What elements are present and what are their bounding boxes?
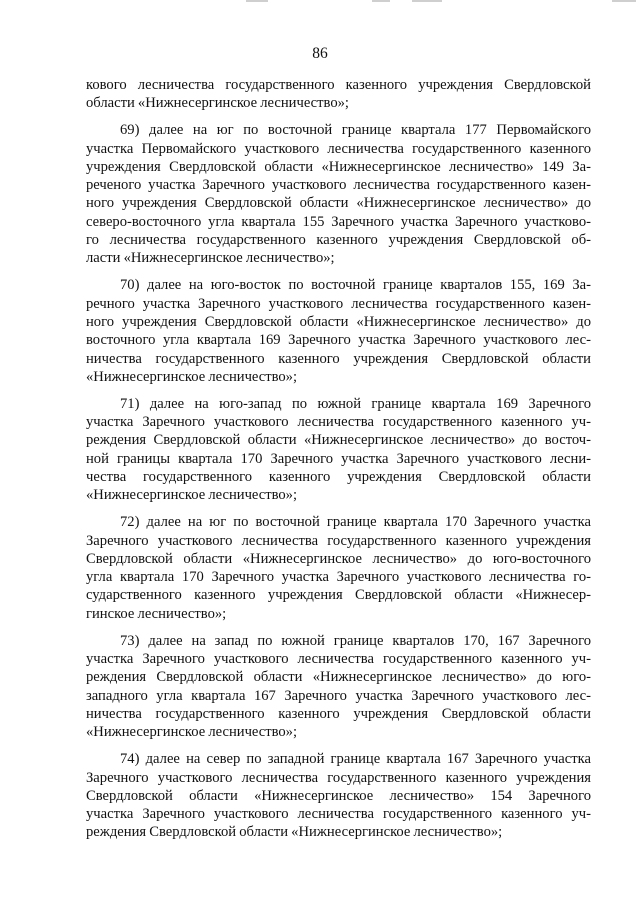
text-line: Свердловской области «Нижнесергинское лесничество» до юго-восточного [86,550,591,567]
paragraph [86,750,591,841]
text-line: участка Заречного участкового лесничества государственного казенного уч- [86,651,591,668]
text-line: «Нижнесергинское лесничество»; [86,487,298,504]
text-line: области «Нижнесергинское лесничество»; [86,95,349,112]
text-line: участка Первомайского участкового лесничества государственного казенного [86,140,591,157]
text-line: реждения Свердловской области «Нижнесергинское лесничество»; [86,824,503,841]
text-line: учреждения Свердловской области «Нижнесергинское лесничество» 149 За- [86,158,591,175]
text-line: Свердловской области «Нижнесергинское лесничество» 154 Заречного [86,787,591,804]
text-line: ласти «Нижнесергинское лесничество»; [86,250,335,267]
document-body [86,76,591,842]
text-line: 71) далее на юго-запад по южной границе квартала 169 Заречного [120,395,591,412]
text-line: реченого участка Заречного участкового лесничества государственного казен- [86,177,591,194]
text-line: «Нижнесергинское лесничество»; [86,368,298,385]
text-line: ничества государственного казенного учреждения Свердловской области [86,705,591,722]
text-line: кового лесничества государственного казенного учреждения Свердловской [86,77,591,93]
paragraph [86,395,591,505]
text-line: ного учреждения Свердловской области «Нижнесергинское лесничество» до [86,195,591,212]
paragraph-gap [86,742,591,751]
text-line: угла квартала 170 Заречного участка Заречного участкового лесничества го- [86,569,591,586]
paragraph-gap [86,386,591,395]
text-line: 70) далее на юго-восток по восточной границе кварталов 155, 169 За- [120,277,591,294]
text-line: го лесничества государственного казенного учреждения Свердловской об- [86,232,591,249]
paragraph-gap [86,505,591,514]
text-line: ной границы квартала 170 Заречного участка Заречного участкового лесни- [86,450,591,467]
scan-edge-marks [0,0,640,4]
text-line: северо-восточного угла квартала 155 Заречного участка Заречного участково- [86,213,591,230]
paragraph [86,632,591,742]
text-line: 74) далее на север по западной границе квартала 167 Заречного участка [120,751,591,768]
text-line: речного участка Заречного участкового лесничества государственного казен- [86,295,591,312]
text-line: 73) далее на запад по южной границе кварталов 170, 167 Заречного [120,632,591,649]
text-line: западного угла квартала 167 Заречного участка Заречного участкового лес- [86,687,591,704]
page-number: 86 [312,45,328,62]
text-line: участка Заречного участкового лесничества государственного казенного уч- [86,806,591,823]
text-line: «Нижнесергинское лесничество»; [86,724,298,741]
text-line: ничества государственного казенного учреждения Свердловской области [86,350,591,367]
text-line: ного учреждения Свердловской области «Нижнесергинское лесничество» до [86,313,591,330]
text-line: реждения Свердловской области «Нижнесергинское лесничество» до юго- [86,669,591,686]
text-line: реждения Свердловской области «Нижнесергинское лесничество» до восточ- [86,432,591,449]
paragraph [86,513,591,623]
paragraph-gap [86,113,591,122]
text-line: Заречного участкового лесничества государственного казенного учреждения [86,532,591,549]
text-line: сударственного казенного учреждения Свердловской области «Нижнесер- [86,587,591,604]
text-line: чества государственного казенного учреждения Свердловской области [86,469,591,485]
text-line: участка Заречного участкового лесничества государственного казенного уч- [86,414,591,431]
paragraph [86,276,591,386]
paragraph [86,121,591,267]
text-line: гинское лесничество»; [86,605,227,622]
paragraph-gap [86,268,591,277]
paragraph [86,76,591,113]
paragraph-gap [86,623,591,632]
text-line: 72) далее на юг по восточной границе квартала 170 Заречного участка [120,514,591,531]
text-line: Заречного участкового лесничества государственного казенного учреждения [86,769,591,786]
text-line: 69) далее на юг по восточной границе квартала 177 Первомайского [120,122,591,139]
text-line: восточного угла квартала 169 Заречного участка Заречного участкового лес- [86,332,591,349]
